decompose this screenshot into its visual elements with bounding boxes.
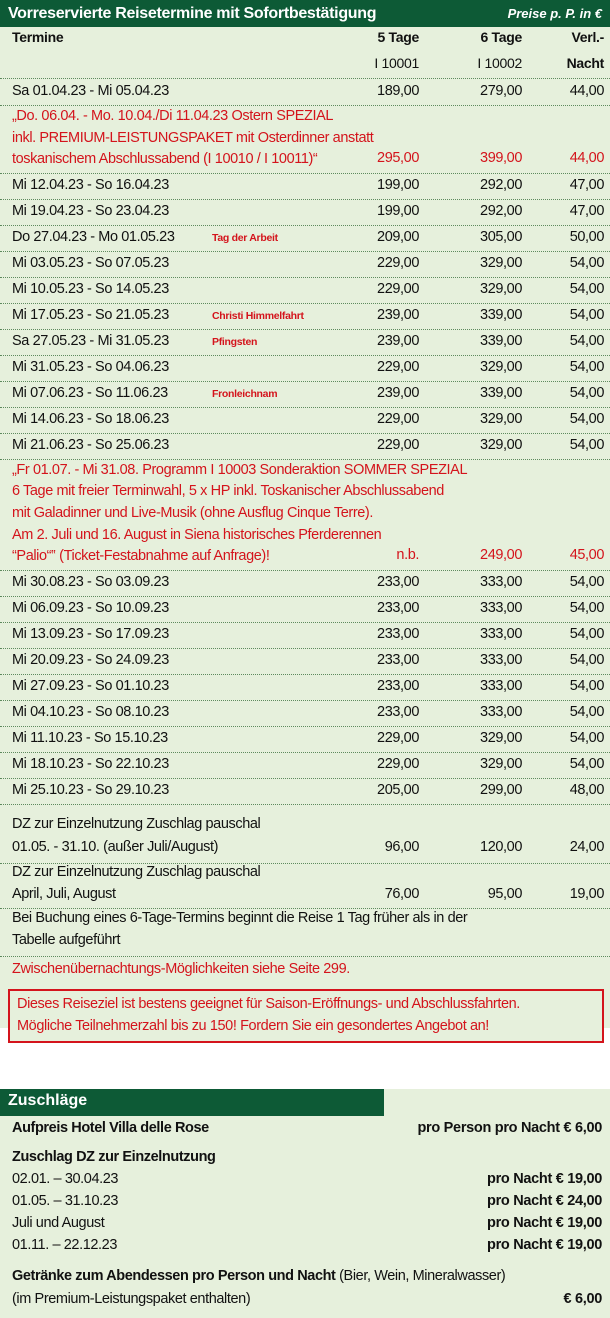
table-row <box>0 649 610 675</box>
dz-row-1 <box>0 814 610 864</box>
price-extra-night: 54,00 <box>569 280 604 297</box>
special-offer-line: mit Galadinner und Live-Musik (ohne Ausflug Cinque Terre). <box>12 504 373 521</box>
dz-row-1-p6: 120,00 <box>480 839 522 855</box>
price-6-days: 333,00 <box>480 703 522 720</box>
price-extra-night: 48,00 <box>569 781 604 798</box>
price-5-days: 199,00 <box>377 202 419 219</box>
price-5-days: 239,00 <box>377 306 419 323</box>
table-row <box>0 174 610 200</box>
price-6-days: 329,00 <box>480 729 522 746</box>
row-dates: Mi 21.06.23 - So 25.06.23 <box>12 436 169 453</box>
dz-period-2: 01.05. – 31.10.23 <box>12 1193 119 1209</box>
table-row <box>0 597 610 623</box>
special-offer-line: toskanischem Abschlussabend (I 10010 / I 10011)“ <box>12 151 318 168</box>
col-header-6tage: 6 Tage <box>480 29 522 45</box>
price-extra-night: 54,00 <box>569 306 604 323</box>
price-6-days: 329,00 <box>480 280 522 297</box>
row-dates: Mi 17.05.23 - So 21.05.23 <box>12 306 169 323</box>
price-extra-night: 54,00 <box>569 677 604 694</box>
price-5-days: 239,00 <box>377 332 419 349</box>
dz-period-1: 02.01. – 30.04.23 <box>12 1171 119 1187</box>
price-5-days: 233,00 <box>377 651 419 668</box>
price-extra-night: 54,00 <box>569 358 604 375</box>
price-extra-night: 47,00 <box>569 176 604 193</box>
price-6-days: 279,00 <box>480 83 522 99</box>
dz-row-2-period: April, Juli, August <box>12 886 116 902</box>
table-row <box>0 356 610 382</box>
price-extra-night: 54,00 <box>569 384 604 401</box>
dz-price-1: pro Nacht € 19,00 <box>487 1171 602 1187</box>
special-offer-line: „Fr 01.07. - Mi 31.08. Programm I 10003 Sonderaktion SOMMER SPEZIAL <box>12 461 468 478</box>
price-5-days: 199,00 <box>377 176 419 193</box>
hotel-surcharge-price: pro Person pro Nacht € 6,00 <box>417 1120 602 1136</box>
info-box <box>8 989 604 1043</box>
price-6-days: 305,00 <box>480 228 522 245</box>
price-6-days: 329,00 <box>480 755 522 772</box>
dz-row-1-period: 01.05. - 31.10. (außer Juli/August) <box>12 839 219 855</box>
table-row <box>0 304 610 330</box>
price-6-days: 249,00 <box>480 546 522 563</box>
price-extra-night: 54,00 <box>569 625 604 642</box>
col-code-5tage: I 10001 <box>374 55 419 71</box>
surcharges-header: Zuschläge <box>0 1089 384 1116</box>
dz-row-2-p6: 95,00 <box>487 886 522 902</box>
zwischen-note <box>0 957 610 984</box>
price-6-days: 339,00 <box>480 306 522 323</box>
dz-row-1-title: DZ zur Einzelnutzung Zuschlag pauschal <box>12 816 261 832</box>
price-extra-night: 54,00 <box>569 573 604 590</box>
dz-row-2-night: 19,00 <box>569 886 604 902</box>
table-row <box>0 675 610 701</box>
zwischen-note-text: Zwischenübernachtungs-Möglichkeiten siehe Seite 299. <box>12 961 350 977</box>
price-extra-night: 47,00 <box>569 202 604 219</box>
price-extra-night: 54,00 <box>569 651 604 668</box>
price-5-days: 233,00 <box>377 677 419 694</box>
table-row <box>0 701 610 727</box>
price-5-days: 233,00 <box>377 599 419 616</box>
price-extra-night: 50,00 <box>569 228 604 245</box>
price-6-days: 333,00 <box>480 599 522 616</box>
price-6-days: 292,00 <box>480 202 522 219</box>
price-5-days: 209,00 <box>377 228 419 245</box>
col-code-6tage: I 10002 <box>477 55 522 71</box>
row-dates: Mi 06.09.23 - So 10.09.23 <box>12 599 169 616</box>
table-row <box>0 80 610 106</box>
price-6-days: 329,00 <box>480 254 522 271</box>
table-row <box>0 571 610 597</box>
row-dates: Mi 10.05.23 - So 14.05.23 <box>12 280 169 297</box>
table-row <box>0 623 610 649</box>
table-row <box>0 434 610 460</box>
special-offer-row <box>0 106 610 174</box>
price-5-days: 189,00 <box>377 83 419 99</box>
drinks-label: Getränke zum Abendessen pro Person und Nacht <box>12 1268 336 1284</box>
dz-period-3: Juli und August <box>12 1215 105 1231</box>
dz-row-2 <box>0 864 610 909</box>
row-dates: Mi 31.05.23 - So 04.06.23 <box>12 358 169 375</box>
price-5-days: 233,00 <box>377 703 419 720</box>
col-header-nacht: Nacht <box>566 55 604 71</box>
row-dates: Mi 11.10.23 - So 15.10.23 <box>12 729 168 746</box>
price-6-days: 292,00 <box>480 176 522 193</box>
row-dates: Mi 30.08.23 - So 03.09.23 <box>12 573 169 590</box>
price-extra-night: 54,00 <box>569 755 604 772</box>
table-header <box>0 0 610 27</box>
table-row <box>0 278 610 304</box>
drinks-line <box>12 1268 505 1284</box>
price-5-days: 239,00 <box>377 384 419 401</box>
row-dates: Do 27.04.23 - Mo 01.05.23 <box>12 228 175 245</box>
info-box-line-1: Dieses Reiseziel ist bestens geeignet für Saison-Eröffnungs- und Abschlussfahrten. <box>17 996 520 1012</box>
dz-period-4: 01.11. – 22.12.23 <box>12 1237 118 1253</box>
special-offer-line: 6 Tage mit freier Terminwahl, 5 x HP inkl. Toskanischer Abschlussabend <box>12 483 444 500</box>
dz-row-1-p5: 96,00 <box>384 839 419 855</box>
price-extra-night: 54,00 <box>569 599 604 616</box>
booking-note-line-1: Bei Buchung eines 6-Tage-Termins beginnt die Reise 1 Tag früher als in der <box>12 910 468 926</box>
dz-row-2-p5: 76,00 <box>384 886 419 902</box>
row-dates: Mi 03.05.23 - So 07.05.23 <box>12 254 169 271</box>
price-6-days: 299,00 <box>480 781 522 798</box>
row-dates: Sa 01.04.23 - Mi 05.04.23 <box>12 83 169 99</box>
row-dates: Mi 25.10.23 - So 29.10.23 <box>12 781 169 798</box>
price-extra-night: 54,00 <box>569 436 604 453</box>
price-6-days: 333,00 <box>480 573 522 590</box>
price-6-days: 339,00 <box>480 384 522 401</box>
price-6-days: 329,00 <box>480 410 522 427</box>
special-offer-line: „Do. 06.04. - Mo. 10.04./Di 11.04.23 Ostern SPEZIAL <box>12 108 334 124</box>
table-row <box>0 408 610 434</box>
table-row <box>0 330 610 356</box>
table-row <box>0 200 610 226</box>
price-5-days: 229,00 <box>377 410 419 427</box>
price-6-days: 399,00 <box>480 149 522 166</box>
price-6-days: 339,00 <box>480 332 522 349</box>
info-box-line-2: Mögliche Teilnehmerzahl bis zu 150! Fordern Sie ein gesondertes Angebot an! <box>17 1018 489 1034</box>
row-dates: Mi 12.04.23 - So 16.04.23 <box>12 176 169 193</box>
drinks-detail: (Bier, Wein, Mineralwasser) <box>335 1268 506 1284</box>
col-header-verl: Verl.- <box>571 29 604 45</box>
row-dates: Mi 04.10.23 - So 08.10.23 <box>12 703 169 720</box>
holiday-note: Fronleichnam <box>212 387 278 400</box>
price-extra-night: 44,00 <box>569 83 604 99</box>
price-5-days: 233,00 <box>377 573 419 590</box>
price-6-days: 333,00 <box>480 677 522 694</box>
price-5-days: 229,00 <box>377 436 419 453</box>
price-5-days: 229,00 <box>377 280 419 297</box>
booking-note <box>0 909 610 957</box>
price-5-days: 205,00 <box>377 781 419 798</box>
col-header-termine: Termine <box>12 29 64 45</box>
row-dates: Mi 18.10.23 - So 22.10.23 <box>12 755 169 772</box>
price-5-days: n.b. <box>396 546 419 563</box>
price-extra-night: 54,00 <box>569 729 604 746</box>
special-offer-line: inkl. PREMIUM-LEISTUNGSPAKET mit Osterdinner anstatt <box>12 129 374 146</box>
table-title: Vorreservierte Reisetermine mit Sofortbestätigung <box>8 4 377 22</box>
table-row <box>0 727 610 753</box>
price-5-days: 229,00 <box>377 729 419 746</box>
holiday-note: Christi Himmelfahrt <box>212 309 304 322</box>
divider <box>0 78 610 79</box>
holiday-note: Tag der Arbeit <box>212 231 278 244</box>
dz-price-2: pro Nacht € 24,00 <box>487 1193 602 1209</box>
hotel-surcharge-label: Aufpreis Hotel Villa delle Rose <box>12 1120 209 1136</box>
row-dates: Mi 19.04.23 - So 23.04.23 <box>12 202 169 219</box>
special-offer-line: Am 2. Juli und 16. August in Siena historisches Pferderennen <box>12 526 382 543</box>
table-row <box>0 226 610 252</box>
price-6-days: 329,00 <box>480 436 522 453</box>
drinks-sub: (im Premium-Leistungspaket enthalten) <box>12 1291 251 1307</box>
price-extra-night: 44,00 <box>569 149 604 166</box>
price-5-days: 229,00 <box>377 358 419 375</box>
price-6-days: 329,00 <box>480 358 522 375</box>
dz-surcharge-title: Zuschlag DZ zur Einzelnutzung <box>12 1149 216 1165</box>
price-6-days: 333,00 <box>480 651 522 668</box>
booking-note-line-2: Tabelle aufgeführt <box>12 932 121 948</box>
holiday-note: Pfingsten <box>212 335 258 348</box>
col-header-5tage: 5 Tage <box>377 29 419 45</box>
price-extra-night: 54,00 <box>569 703 604 720</box>
table-row <box>0 252 610 278</box>
dz-row-1-night: 24,00 <box>569 839 604 855</box>
dz-price-3: pro Nacht € 19,00 <box>487 1215 602 1231</box>
drinks-price: € 6,00 <box>563 1291 602 1307</box>
price-5-days: 229,00 <box>377 755 419 772</box>
row-dates: Mi 20.09.23 - So 24.09.23 <box>12 651 169 668</box>
price-extra-night: 54,00 <box>569 254 604 271</box>
price-extra-night: 54,00 <box>569 332 604 349</box>
row-dates: Sa 27.05.23 - Mi 31.05.23 <box>12 332 169 349</box>
row-dates: Mi 07.06.23 - So 11.06.23 <box>12 384 168 401</box>
row-dates: Mi 27.09.23 - So 01.10.23 <box>12 677 169 694</box>
dz-price-4: pro Nacht € 19,00 <box>487 1237 602 1253</box>
price-unit-label: Preise p. P. in € <box>507 6 602 21</box>
table-row <box>0 779 610 805</box>
special-offer-row <box>0 460 610 571</box>
price-extra-night: 45,00 <box>569 546 604 563</box>
row-dates: Mi 14.06.23 - So 18.06.23 <box>12 410 169 427</box>
price-5-days: 233,00 <box>377 625 419 642</box>
special-offer-line: “Palio“‟ (Ticket-Festabnahme auf Anfrage)! <box>12 548 270 565</box>
dz-row-2-title: DZ zur Einzelnutzung Zuschlag pauschal <box>12 864 261 880</box>
price-5-days: 229,00 <box>377 254 419 271</box>
price-6-days: 333,00 <box>480 625 522 642</box>
price-5-days: 295,00 <box>377 149 419 166</box>
price-extra-night: 54,00 <box>569 410 604 427</box>
table-row <box>0 753 610 779</box>
row-dates: Mi 13.09.23 - So 17.09.23 <box>12 625 169 642</box>
table-row <box>0 382 610 408</box>
